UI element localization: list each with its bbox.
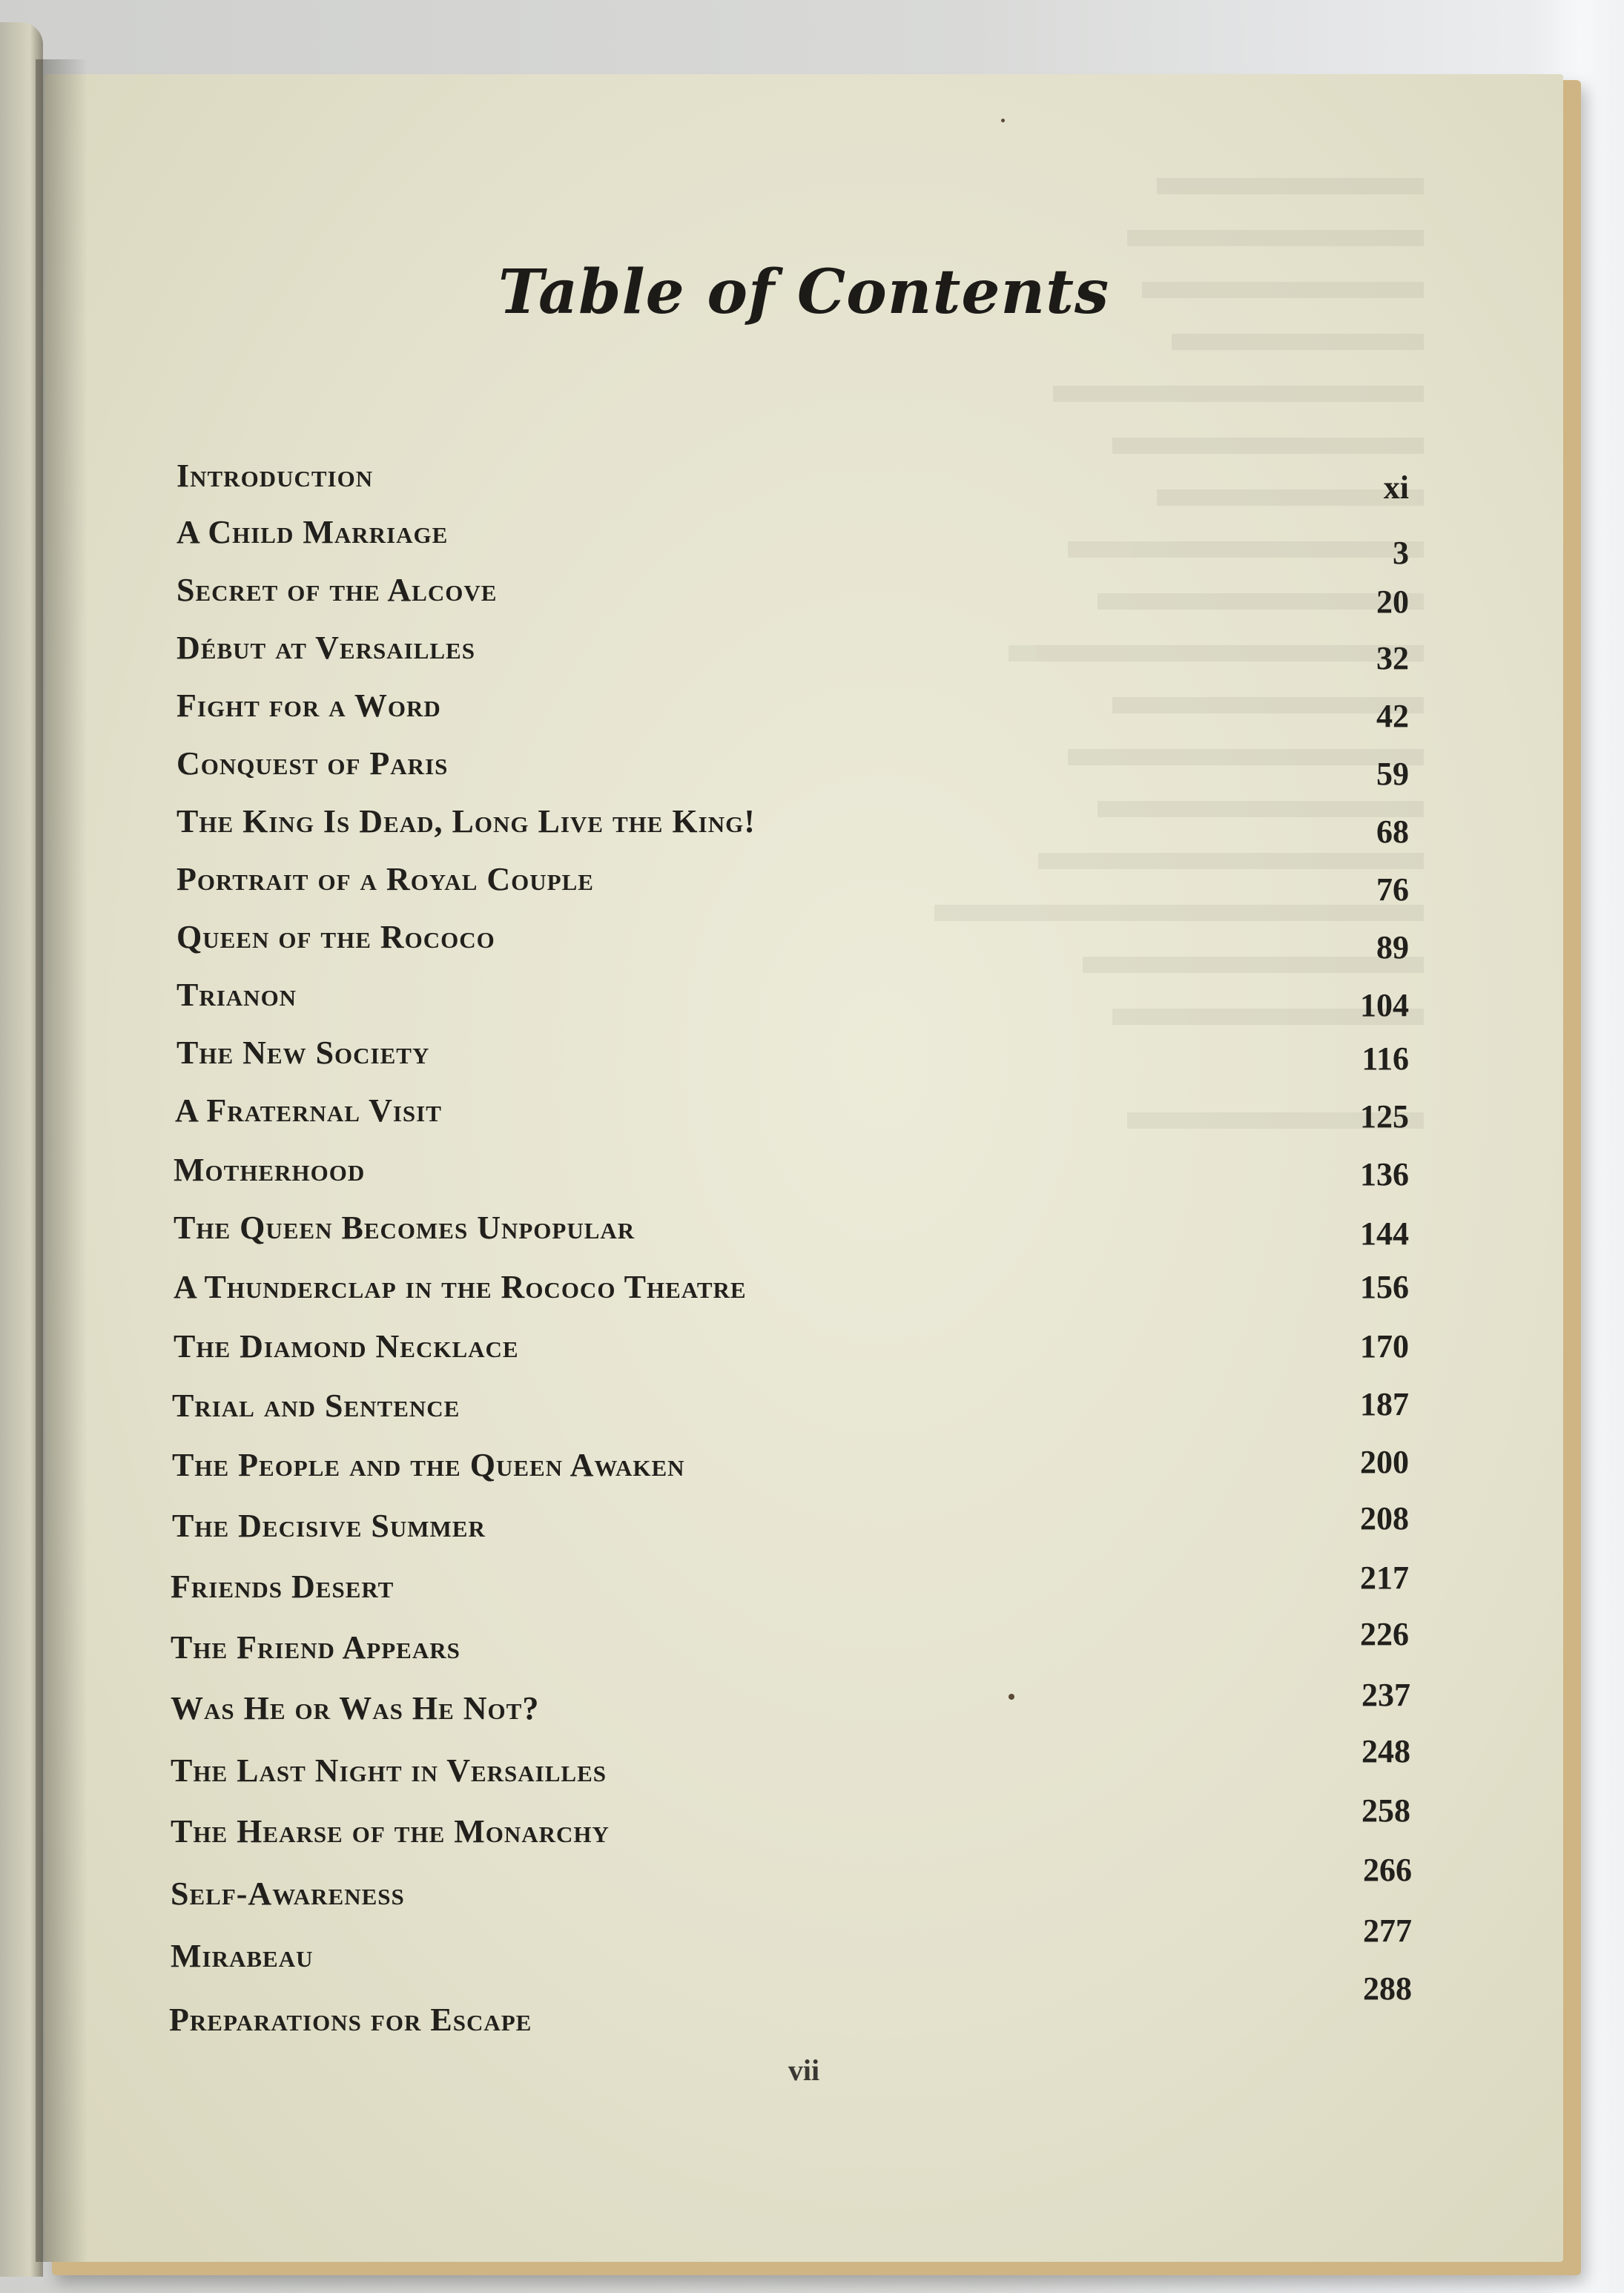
- chapter-title: Début at Versailles: [176, 630, 475, 666]
- chapter-page: 20: [1376, 584, 1409, 620]
- chapter-page: 226: [1360, 1616, 1409, 1652]
- chapter-title: A Fraternal Visit: [175, 1092, 442, 1129]
- page-number: vii: [788, 2053, 820, 2087]
- chapter-title: Trial and Sentence: [172, 1388, 461, 1424]
- chapter-page: 59: [1376, 756, 1409, 792]
- book-page: [44, 74, 1563, 2262]
- chapter-title: The New Society: [176, 1035, 430, 1071]
- spine-shadow: [36, 59, 88, 2262]
- chapter-page: 116: [1361, 1040, 1409, 1077]
- chapter-page: 68: [1376, 814, 1409, 850]
- chapter-title: Queen of the Rococo: [176, 919, 495, 955]
- chapter-title: Mirabeau: [171, 1938, 314, 1974]
- chapter-title: Friends Desert: [171, 1568, 395, 1605]
- chapter-title: Trianon: [176, 977, 297, 1013]
- chapter-title: The People and the Queen Awaken: [172, 1447, 685, 1483]
- table-of-contents: [44, 74, 1563, 2262]
- chapter-title: The Diamond Necklace: [174, 1328, 519, 1365]
- chapter-title: A Child Marriage: [176, 514, 449, 550]
- chapter-page: 237: [1361, 1677, 1410, 1713]
- chapter-title: The Queen Becomes Unpopular: [174, 1210, 636, 1246]
- chapter-title: Self-Awareness: [171, 1875, 405, 1912]
- chapter-title: Introduction: [176, 458, 374, 494]
- chapter-page: 104: [1360, 987, 1409, 1023]
- chapter-page: 32: [1376, 640, 1409, 676]
- chapter-page: 42: [1376, 698, 1409, 734]
- chapter-page: 76: [1376, 871, 1409, 908]
- chapter-page: 125: [1360, 1098, 1409, 1135]
- chapter-page: 3: [1393, 535, 1409, 571]
- chapter-page: 170: [1360, 1328, 1409, 1365]
- chapter-title: The Decisive Summer: [172, 1508, 486, 1544]
- chapter-title: The Last Night in Versailles: [171, 1752, 607, 1789]
- chapter-page: 266: [1363, 1852, 1412, 1888]
- chapter-page: 217: [1360, 1560, 1409, 1596]
- chapter-title: Was He or Was He Not?: [171, 1690, 540, 1726]
- paper-speck: [1009, 1694, 1014, 1700]
- chapter-page: 136: [1360, 1156, 1409, 1192]
- chapter-title: Preparations for Escape: [169, 2002, 532, 2038]
- chapter-page: 187: [1360, 1386, 1409, 1422]
- chapter-title: Secret of the Alcove: [176, 572, 498, 608]
- chapter-page: xi: [1383, 469, 1409, 506]
- chapter-title: The Friend Appears: [171, 1629, 461, 1666]
- chapter-page: 258: [1361, 1792, 1410, 1829]
- chapter-page: 277: [1363, 1913, 1412, 1949]
- chapter-title: Motherhood: [174, 1152, 366, 1188]
- chapter-title: Fight for a Word: [176, 687, 441, 724]
- chapter-title: Portrait of a Royal Couple: [176, 861, 594, 897]
- chapter-page: 208: [1360, 1500, 1409, 1537]
- chapter-page: 156: [1360, 1269, 1409, 1305]
- page-title: Table of Contents: [498, 257, 1110, 328]
- chapter-page: 144: [1360, 1215, 1409, 1252]
- chapter-page: 89: [1376, 929, 1409, 966]
- chapter-title: Conquest of Paris: [176, 745, 449, 782]
- chapter-page: 288: [1363, 1970, 1412, 2007]
- chapter-title: A Thunderclap in the Rococo Theatre: [174, 1269, 747, 1305]
- chapter-title: The King Is Dead, Long Live the King!: [176, 803, 756, 839]
- chapter-page: 200: [1360, 1444, 1409, 1480]
- chapter-title: The Hearse of the Monarchy: [171, 1813, 610, 1850]
- chapter-page: 248: [1361, 1733, 1410, 1769]
- paper-speck: [1001, 119, 1005, 122]
